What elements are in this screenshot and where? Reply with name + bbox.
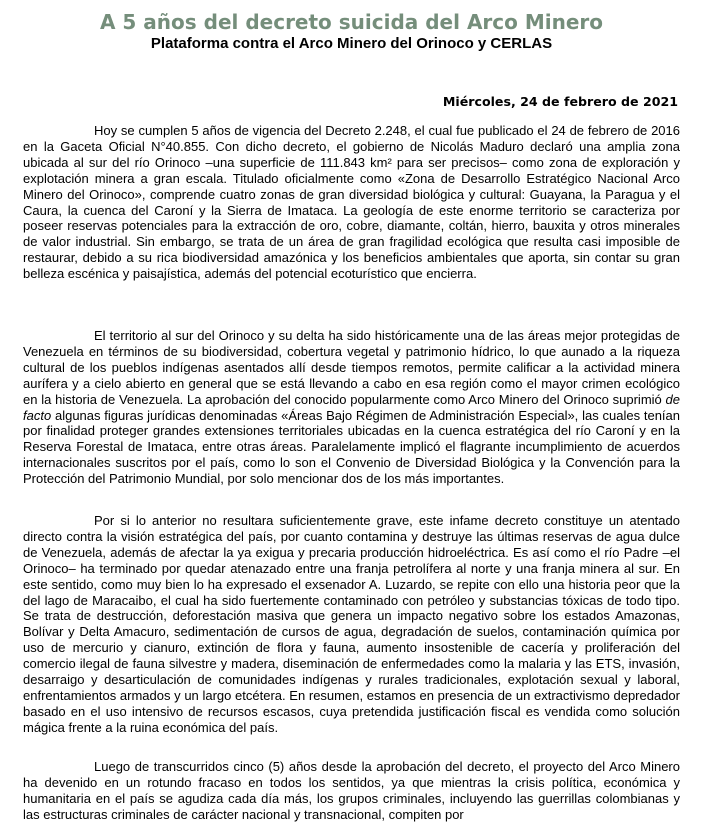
document-title: A 5 años del decreto suicida del Arco Minero: [99, 10, 604, 34]
paragraph-2-text-after: algunas figuras jurídicas denominadas «Áreas Bajo Régimen de Administración Especial», las cuales tenían por finalidad proteger grandes extensiones territoriales ubicadas en la cuenca estratégica del río Caroní y en la Reserva Forestal de Imataca, entre otras áreas. Paralelamente implicó el flagrante incumplimiento de acuerdos internacionales suscritos por el país, como lo son el Convenio de Diversidad Biológica y la Convención para la Protección del Patrimonio Mundial, por solo mencionar dos de los más importantes.: [23, 407, 680, 487]
paragraph-4: Luego de transcurridos cinco (5) años desde la aprobación del decreto, el proyecto del Arco Minero ha devenido en un rotundo fracaso en todos los sentidos, ya que mientras la crisis política, económica y humanitaria en el país se agudiza cada día más, los grupos criminales, incluyendo las guerrillas colombianas y las estructuras criminales de carácter nacional y transnacional, compiten por: [23, 759, 680, 822]
paragraph-1: Hoy se cumplen 5 años de vigencia del Decreto 2.248, el cual fue publicado el 24 de febrero de 2016 en la Gaceta Oficial N°40.855. Con dicho decreto, el gobierno de Nicolás Maduro declaró una amplia zona ubicada al sur del río Orinoco –una superficie de 111.843 km² para ser precisos– como zona de exploración y explotación minera a gran escala. Titulado oficialmente como «Zona de Desarrollo Estratégico Nacional Arco Minero del Orinoco», comprende cuatro zonas de gran diversidad biológica y cultural: Guayana, la Paragua y el Caura, la cuenca del Caroní y la Sierra de Imataca. La geología de este enorme territorio se caracteriza por poseer reservas potenciales para la extracción de oro, cobre, diamante, coltán, hierro, bauxita y otros minerales de valor industrial. Sin embargo, se trata de un área de gran fragilidad ecológica que resulta casi imposible de restaurar, debido a su rica biodiversidad amazónica y los beneficios ambientales que aporta, sin contar su gran belleza escénica y paisajística, además del potencial ecoturístico que encierra.: [23, 123, 680, 282]
paragraph-2: [23, 328, 680, 487]
paragraph-2-text-before: El territorio al sur del Orinoco y su delta ha sido históricamente una de las áreas mejor protegidas de Venezuela en términos de su biodiversidad, cobertura vegetal y patrimonio hídrico, lo que aunado a la riqueza cultural de los pueblos indígenas asentados allí desde tiempos remotos, permite calificar a la actividad minera aurífera y a cielo abierto en general que se está llevando a cabo en esa región como el mayor crimen ecológico en la historia de Venezuela. La aprobación del conocido popularmente como Arco Minero del Orinoco suprimió: [23, 328, 680, 407]
document-date: Miércoles, 24 de febrero de 2021: [442, 94, 678, 109]
paragraph-3: Por si lo anterior no resultara suficientemente grave, este infame decreto constituye un atentado directo contra la visión estratégica del país, por cuanto contamina y destruye las últimas reservas de agua dulce de Venezuela, además de afectar la ya exigua y precaria producción hidroeléctrica. Es así como el río Padre –el Orinoco– ha terminado por quedar atenazado entre una franja petrolífera al norte y una franja minera al sur. En este sentido, como muy bien lo ha expresado el exsenador A. Luzardo, se repite con ello una historia peor que la del lago de Maracaibo, el cual ha sido fuertemente contaminado con petróleo y substancias tóxicas de todo tipo. Se trata de destrucción, deforestación masiva que genera un impacto negativo sobre los estados Amazonas, Bolívar y Delta Amacuro, sedimentación de cursos de agua, degradación de suelos, contaminación química por uso de mercurio y cianuro, extinción de flora y fauna, aumento insostenible de cacería y proliferación del comercio ilegal de fauna silvestre y madera, diseminación de enfermedades como la malaria y las ETS, invasión, desarraigo y desarticulación de comunidades indígenas y rurales tradicionales, explotación sexual y laboral, enfrentamientos armados y un largo etcétera. En resumen, estamos en presencia de un extractivismo depredador basado en el uso intensivo de recursos escasos, cuya pretendida justificación fiscal es vendida como solución mágica frente a la ruina económica del país.: [23, 513, 680, 735]
document-subtitle: Plataforma contra el Arco Minero del Orinoco y CERLAS: [150, 35, 553, 52]
paragraph-2-italic-term: de facto: [23, 391, 680, 423]
